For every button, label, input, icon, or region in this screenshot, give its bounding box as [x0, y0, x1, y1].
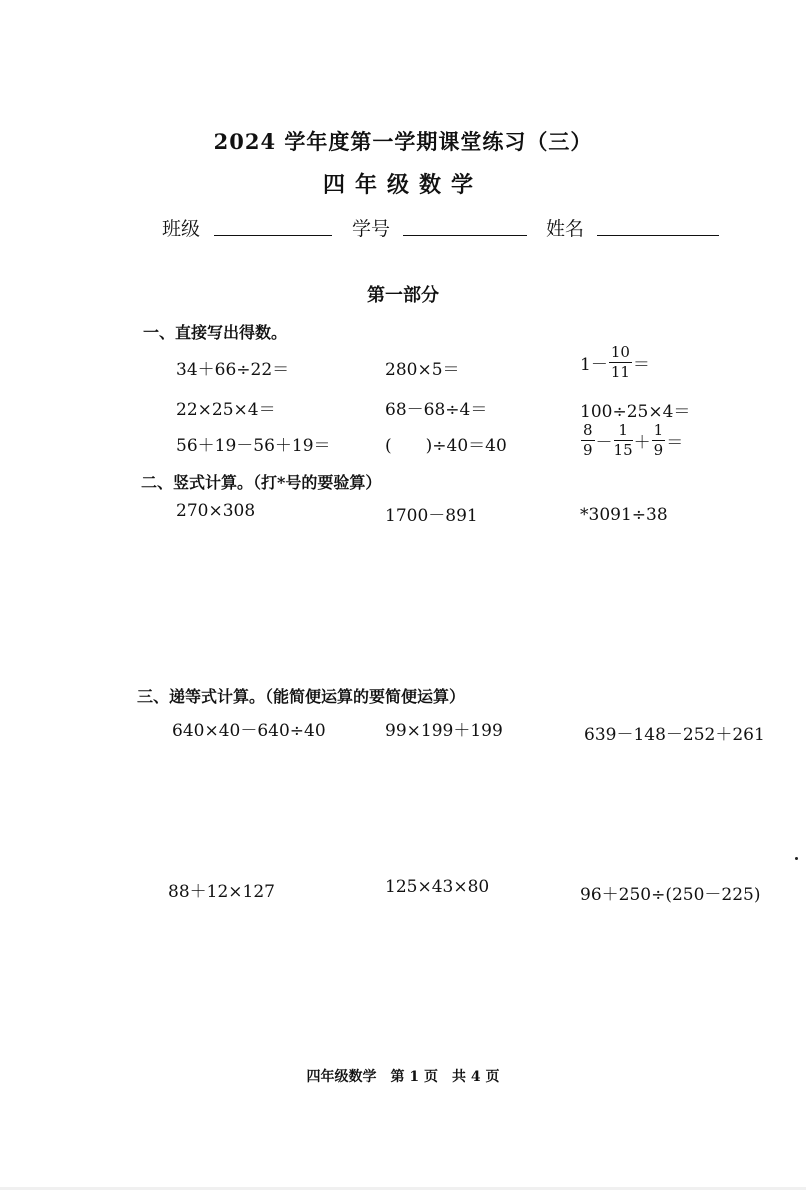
fraction-numerator: 10 — [610, 343, 630, 361]
fraction — [614, 423, 633, 458]
section1-heading: 一、直接写出得数。 — [143, 323, 288, 342]
exam-title: 2024 学年度第一学期课堂练习（三） — [213, 129, 593, 154]
mental-math-item: 22×25×4＝ — [176, 400, 276, 420]
page-footer: 四年级数学 第 1 页 共 4 页 — [306, 1069, 500, 1085]
fraction — [652, 423, 666, 458]
expr-part: ＝ — [632, 355, 650, 375]
vertical-calc-item: *3091÷38 — [580, 505, 668, 525]
fraction-denominator: 15 — [613, 441, 633, 459]
fraction-numerator: 8 — [583, 421, 593, 439]
fraction — [609, 345, 632, 380]
mental-math-fraction-item — [580, 423, 683, 458]
mental-math-item: 34＋66÷22＝ — [176, 360, 290, 380]
step-calc-item: 88＋12×127 — [168, 882, 275, 902]
step-calc-item: 640×40－640÷40 — [172, 721, 326, 741]
fraction-denominator: 11 — [610, 363, 630, 381]
step-calc-item: 125×43×80 — [385, 877, 490, 897]
class-label: 班级 — [162, 218, 201, 240]
section3-heading: 三、递等式计算。（能简便运算的要简便运算） — [137, 687, 466, 706]
expr-part: 1－ — [580, 355, 608, 375]
class-field[interactable] — [214, 235, 332, 236]
mental-math-fraction-item — [580, 345, 650, 380]
name-field[interactable] — [597, 235, 719, 236]
mental-math-item: ( )÷40＝40 — [385, 436, 507, 456]
name-label: 姓名 — [546, 218, 585, 240]
step-calc-item: 99×199＋199 — [385, 721, 503, 741]
vertical-calc-item: 270×308 — [176, 501, 256, 521]
vertical-calc-item: 1700－891 — [385, 506, 478, 526]
exam-subtitle: 四年级数学 — [322, 172, 483, 198]
step-calc-item: 639－148－252＋261 — [584, 725, 765, 745]
part-title: 第一部分 — [367, 285, 439, 306]
fraction-denominator: 9 — [583, 441, 593, 459]
fraction — [581, 423, 595, 458]
operator: － — [595, 433, 613, 453]
student-number-label: 学号 — [352, 218, 391, 240]
student-number-field[interactable] — [403, 235, 527, 236]
section2-heading: 二、竖式计算。（打*号的要验算） — [141, 473, 382, 492]
fraction-denominator: 9 — [653, 441, 664, 459]
mental-math-item: 56＋19－56＋19＝ — [176, 436, 331, 456]
mental-math-item: 68－68÷4＝ — [385, 400, 488, 420]
mental-math-item: 100÷25×4＝ — [580, 402, 691, 422]
expr-part: ＝ — [666, 433, 684, 453]
scan-speck — [795, 857, 798, 860]
step-calc-item: 96＋250÷(250－225) — [580, 885, 761, 905]
mental-math-item: 280×5＝ — [385, 360, 460, 380]
fraction-numerator: 1 — [653, 421, 664, 439]
fraction-numerator: 1 — [614, 423, 633, 441]
operator: ＋ — [633, 433, 651, 453]
